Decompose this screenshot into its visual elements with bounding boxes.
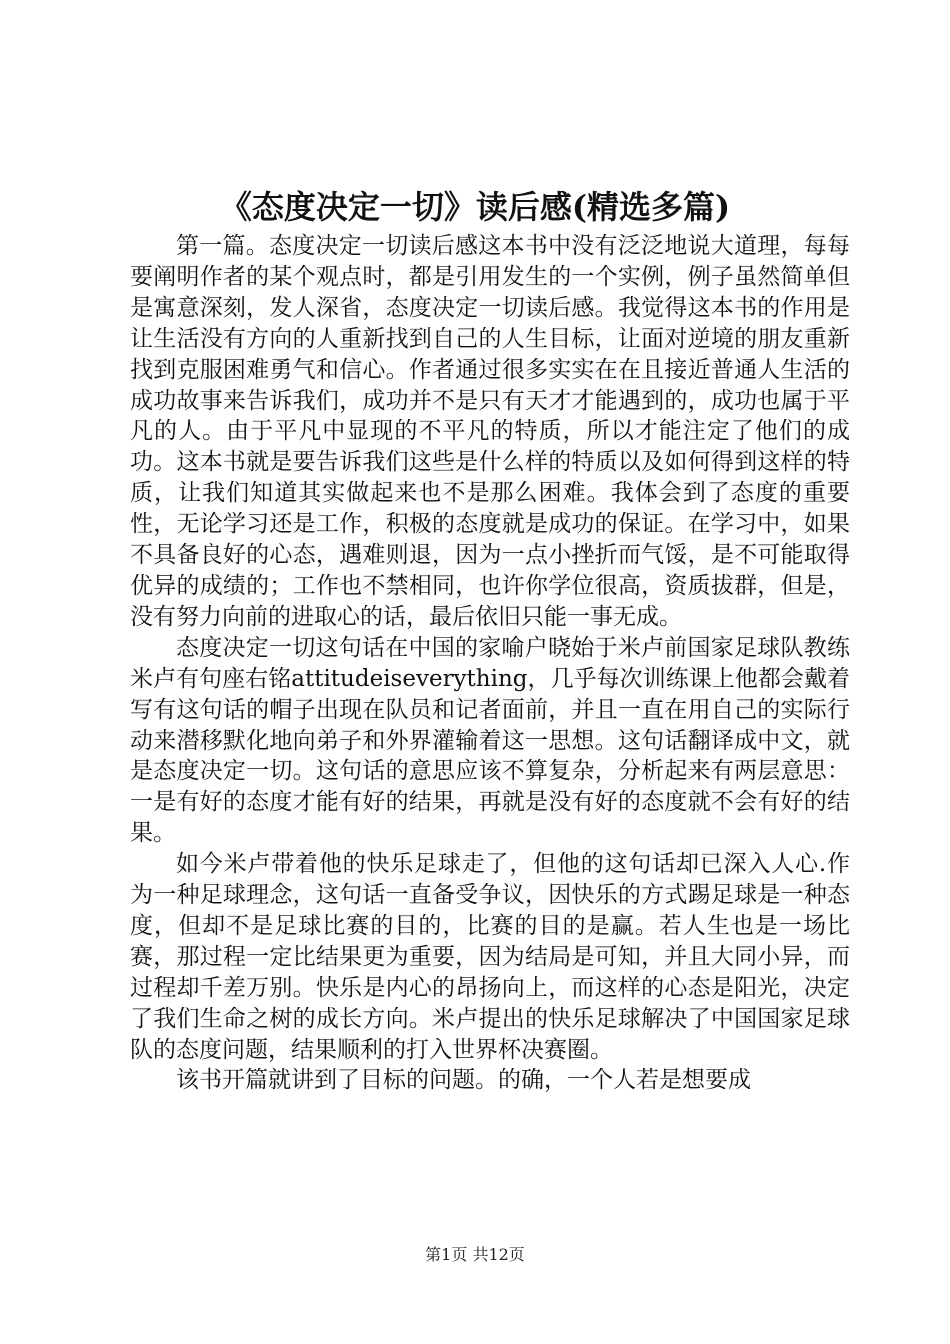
document-body <box>130 231 850 1096</box>
paragraph-4: 该书开篇就讲到了目标的问题。的确，一个人若是想要成 <box>176 1067 751 1094</box>
page-title: 《态度决定一切》读后感(精选多篇) <box>219 188 731 226</box>
paragraph-1: 第一篇。态度决定一切读后感这本书中没有泛泛地说大道理，每每要阐明作者的某个观点时，都是引用发生的一个实例，例子虽然简单但是寓意深刻，发人深省，态度决定一切读后感。我觉得这本书的作用是让生活没有方向的人重新找到自己的人生目标，让面对逆境的朋友重新找到克服困难勇气和信心。作者通过很多实实在在且接近普通人生活的成功故事来告诉我们，成功并不是只有天才才能遇到的，成功也属于平凡的人。由于平凡中显现的不平凡的特质，所以才能注定了他们的成功。这本书就是要告诉我们这些是什么样的特质以及如何得到这样的特质，让我们知道其实做起来也不是那么困难。我体会到了态度的重要性，无论学习还是工作，积极的态度就是成功的保证。在学习中，如果不具备良好的心态，遇难则退，因为一点小挫折而气馁，是不可能取得优异的成绩的；工作也不禁相同，也许你学位很高，资质拔群，但是，没有努力向前的进取心的话，最后依旧只能一事无成。 <box>130 233 850 630</box>
page-number-footer: 第1页 共12页 <box>425 1245 525 1264</box>
paragraph-2: 态度决定一切这句话在中国的家喻户晓始于米卢前国家足球队教练米卢有句座右铭attitudeiseverything，几乎每次训练课上他都会戴着写有这句话的帽子出现在队员和记者面前，并且一直在用自己的实际行动来潜移默化地向弟子和外界灌输着这一思想。这句话翻译成中文，就是态度决定一切。这句话的意思应该不算复杂，分析起来有两层意思：一是有好的态度才能有好的结果，再就是没有好的态度就不会有好的结果。 <box>130 634 850 847</box>
paragraph-3: 如今米卢带着他的快乐足球走了，但他的这句话却已深入人心.作为一种足球理念，这句话一直备受争议，因快乐的方式踢足球是一种态度，但却不是足球比赛的目的，比赛的目的是赢。若人生也是一场比赛，那过程一定比结果更为重要，因为结局是可知，并且大同小异，而过程却千差万别。快乐是内心的昂扬向上，而这样的心态是阳光，决定了我们生命之树的成长方向。米卢提出的快乐足球解决了中国国家足球队的态度问题，结果顺利的打入世界杯决赛圈。 <box>130 851 850 1063</box>
